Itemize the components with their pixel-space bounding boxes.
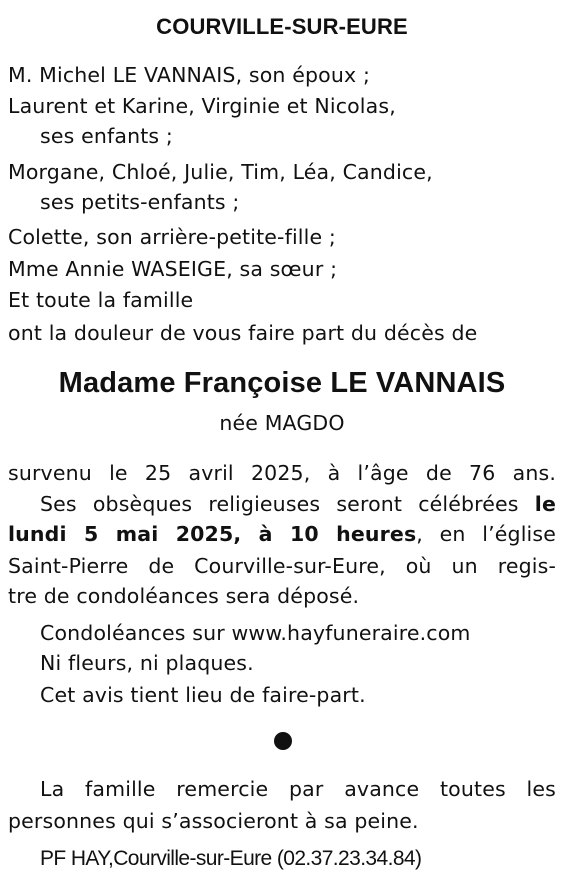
thanks-line-1: La famille remercie par avance toutes les xyxy=(40,777,556,801)
town-heading: COURVILLE-SUR-EURE xyxy=(156,14,408,39)
service-line-4: tre de condoléances sera déposé. xyxy=(8,584,360,608)
service-date: lundi 5 mai 2025, à 10 heures xyxy=(8,522,417,546)
family-line-children-role: ses enfants ; xyxy=(40,124,173,148)
family-line-all-family: Et toute la famille xyxy=(8,288,194,312)
service-line-2 xyxy=(8,519,556,549)
funeral-home: PF HAY,Courville-sur-Eure (02.37.23.34.84) xyxy=(40,847,422,870)
service-intro: Ses obsèques religieuses seront célébrées xyxy=(40,492,519,516)
family-line-children: Laurent et Karine, Virginie et Nicolas, xyxy=(8,94,396,118)
service-church-intro: , en l’église xyxy=(416,522,556,546)
family-line-grandchildren-role: ses petits-enfants ; xyxy=(40,190,240,214)
announcement-line: ont la douleur de vous faire part du décès de xyxy=(8,321,478,345)
service-line-1 xyxy=(40,489,556,519)
family-line-grandchildren: Morgane, Chloé, Julie, Tim, Léa, Candice, xyxy=(8,160,433,184)
maiden-name: née MAGDO xyxy=(219,411,345,435)
deceased-name: Madame Françoise LE VANNAIS xyxy=(58,367,506,399)
family-line-great-grandchild: Colette, son arrière-petite-fille ; xyxy=(8,225,336,249)
separator-bullet xyxy=(274,732,292,750)
condolences-line: Condoléances sur www.hayfuneraire.com xyxy=(40,621,471,645)
no-flowers-line: Ni fleurs, ni plaques. xyxy=(40,651,254,675)
thanks-line-2: personnes qui s’associeront à sa peine. xyxy=(8,809,419,833)
service-date-start: le xyxy=(534,492,556,516)
death-date-line: survenu le 25 avril 2025, à l’âge de 76 ans. xyxy=(8,461,556,485)
family-line-spouse: M. Michel LE VANNAIS, son époux ; xyxy=(8,63,370,87)
family-line-sister: Mme Annie WASEIGE, sa sœur ; xyxy=(8,257,338,281)
service-line-3: Saint-Pierre de Courville-sur-Eure, où un regis- xyxy=(8,554,556,578)
notice-line: Cet avis tient lieu de faire-part. xyxy=(40,683,366,707)
